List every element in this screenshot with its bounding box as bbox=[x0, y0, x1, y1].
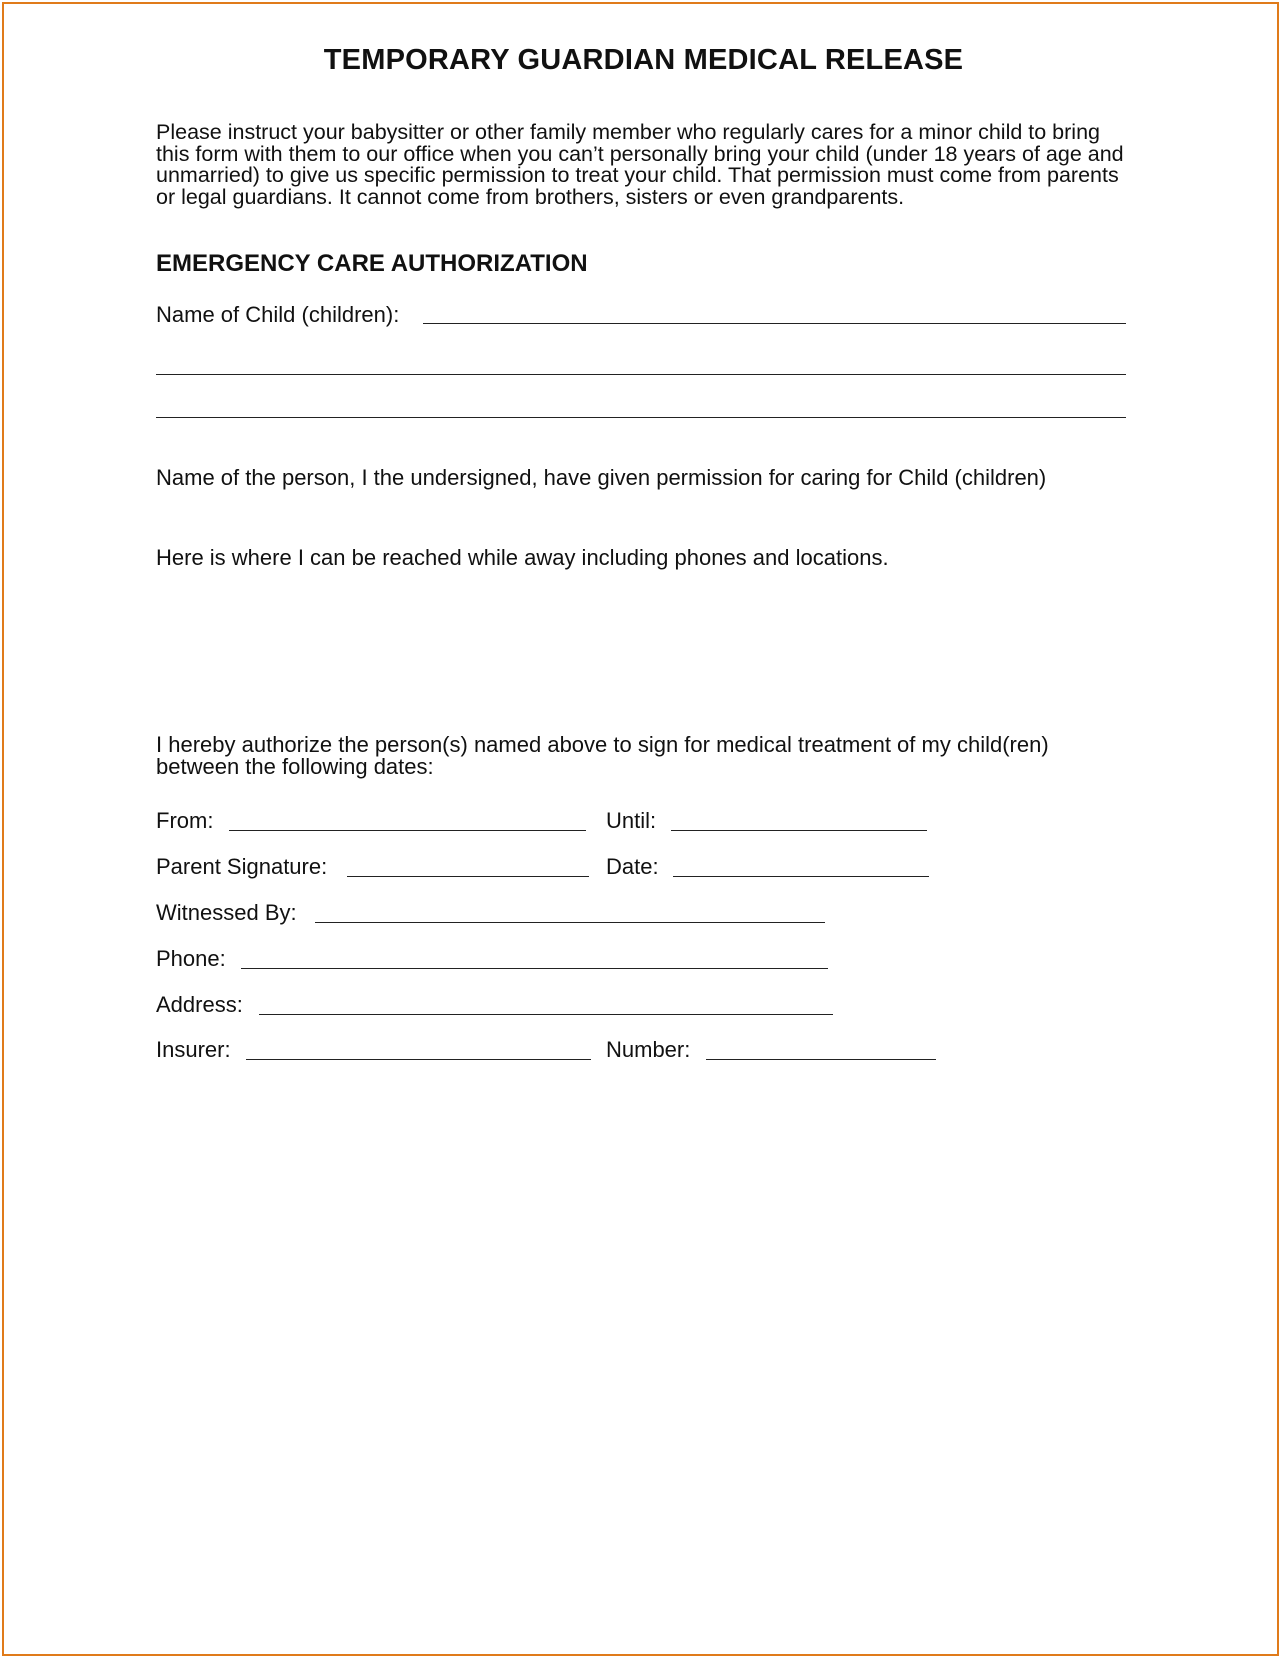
from-date-field[interactable] bbox=[229, 830, 586, 831]
from-label: From: bbox=[156, 808, 214, 833]
child-name-field-line-2[interactable] bbox=[156, 374, 1126, 375]
intro-paragraph bbox=[156, 122, 1156, 208]
insurer-label: Insurer: bbox=[156, 1037, 231, 1062]
authorization-line: I hereby authorize the person(s) named above to sign for medical treatment of my child(ren) bbox=[156, 732, 1049, 757]
address-label: Address: bbox=[156, 992, 243, 1017]
signature-date-field[interactable] bbox=[673, 876, 929, 877]
parent-signature-field[interactable] bbox=[347, 876, 589, 877]
until-label: Until: bbox=[606, 808, 657, 833]
intro-line: this form with them to our office when you can’t personally bring your child (under 18 years of age and bbox=[156, 141, 1124, 166]
parent-signature-label: Parent Signature: bbox=[156, 854, 328, 879]
insurer-field[interactable] bbox=[246, 1059, 591, 1060]
intro-line: unmarried) to give us specific permission to treat your child. That permission must come from parents bbox=[156, 163, 1119, 187]
child-name-label: Name of Child (children): bbox=[156, 302, 400, 327]
authorization-line: between the following dates: bbox=[156, 754, 434, 779]
insurer-number-field[interactable] bbox=[706, 1059, 936, 1060]
caregiver-statement: Name of the person, I the undersigned, have given permission for caring for Child (children) bbox=[156, 465, 1047, 490]
number-label: Number: bbox=[606, 1037, 691, 1062]
phone-field[interactable] bbox=[241, 968, 828, 969]
intro-line: or legal guardians. It cannot come from brothers, sisters or even grandparents. bbox=[156, 184, 905, 209]
witnessed-by-label: Witnessed By: bbox=[156, 900, 297, 925]
until-date-field[interactable] bbox=[671, 830, 927, 831]
section-heading: EMERGENCY CARE AUTHORIZATION bbox=[156, 250, 588, 277]
witnessed-by-field[interactable] bbox=[315, 922, 825, 923]
child-name-field-line-3[interactable] bbox=[156, 417, 1126, 418]
authorization-statement bbox=[156, 734, 1049, 778]
date-label: Date: bbox=[606, 854, 659, 879]
page-title: TEMPORARY GUARDIAN MEDICAL RELEASE bbox=[323, 44, 964, 76]
phone-label: Phone: bbox=[156, 946, 226, 971]
contact-statement: Here is where I can be reached while away including phones and locations. bbox=[156, 545, 889, 570]
address-field[interactable] bbox=[259, 1014, 833, 1015]
child-name-field[interactable] bbox=[423, 323, 1126, 324]
intro-line: Please instruct your babysitter or other family member who regularly cares for a minor child to bring bbox=[156, 120, 1100, 144]
